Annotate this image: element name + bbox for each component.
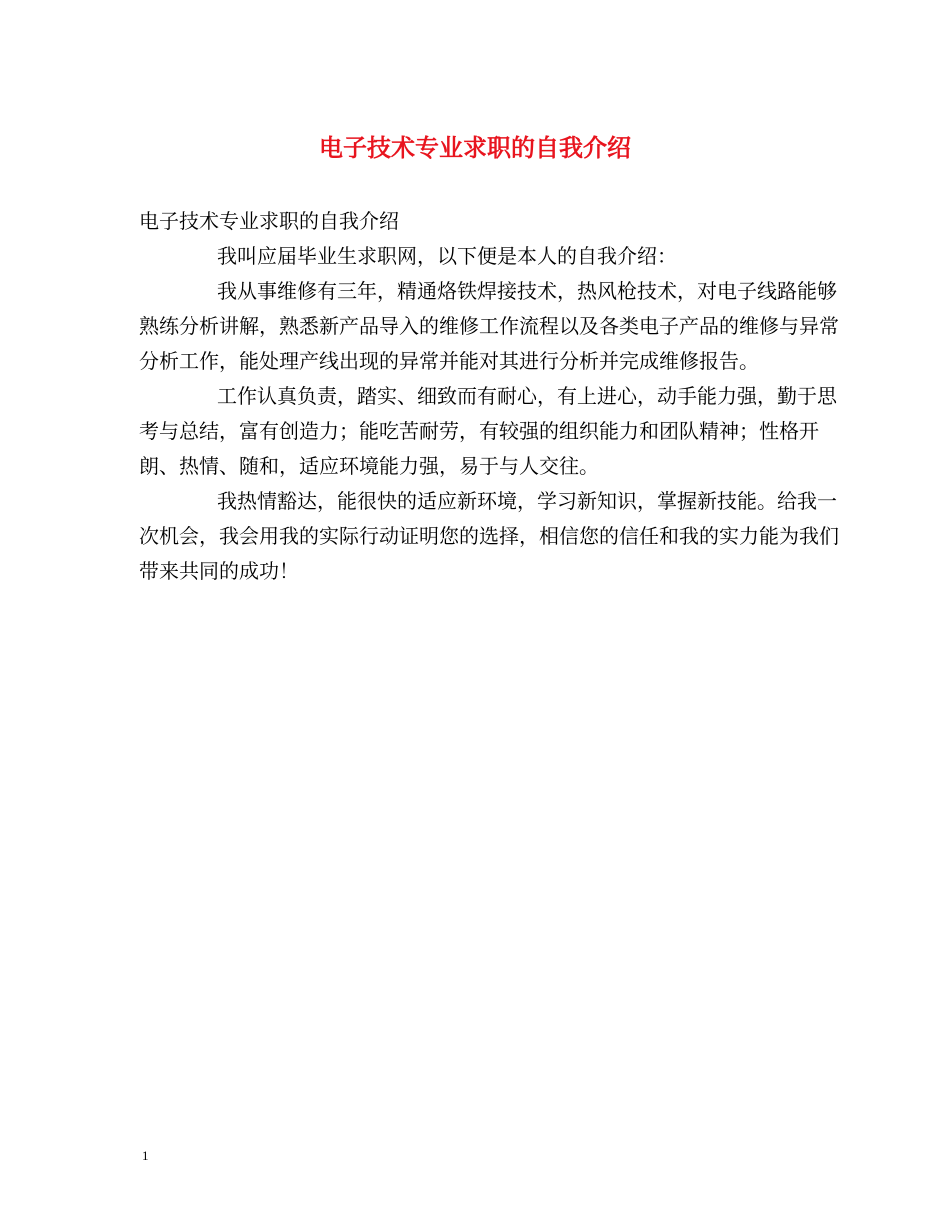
document-body: [139, 204, 839, 589]
paragraph-personality: 工作认真负责，踏实、细致而有耐心，有上进心，动手能力强，勤于思考与总结，富有创造力；能吃苦耐劳，有较强的组织能力和团队精神；性格开朗、热情、随和，适应环境能力强，易于与人交往。: [139, 384, 837, 478]
paragraph-intro: 我叫应届毕业生求职网，以下便是本人的自我介绍：: [217, 244, 677, 268]
paragraph-experience: 我从事维修有三年，精通烙铁焊接技术，热风枪技术，对电子线路能够熟练分析讲解，熟悉新产品导入的维修工作流程以及各类电子产品的维修与异常分析工作，能处理产线出现的异常并能对其进行分析并完成维修报告。: [139, 279, 839, 373]
paragraph-closing: 我热情豁达，能很快的适应新环境，学习新知识，掌握新技能。给我一次机会，我会用我的实际行动证明您的选择，相信您的信任和我的实力能为我们带来共同的成功！: [139, 489, 839, 583]
document-title: 电子技术专业求职的自我介绍: [319, 134, 631, 162]
page-number: 1: [142, 1148, 149, 1163]
document-subtitle: 电子技术专业求职的自我介绍: [139, 209, 399, 233]
